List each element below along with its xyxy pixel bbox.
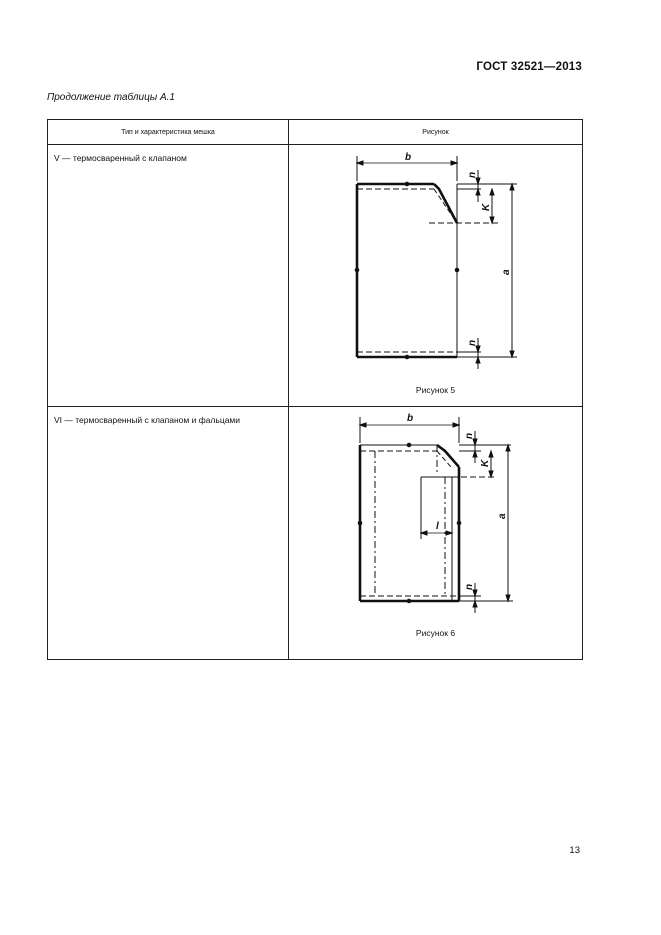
table-row <box>48 145 583 407</box>
figure-caption: Рисунок 5 <box>415 385 456 395</box>
dimension-label-a: a <box>497 513 508 519</box>
dimension-label-a: a <box>501 269 512 275</box>
bag-types-table <box>47 119 583 660</box>
dimension-label-b: b <box>405 152 412 163</box>
bag-drawing-figure-6 <box>289 407 584 659</box>
bag-type-description: V — термосваренный с клапаном <box>54 153 187 163</box>
figure-cell <box>289 407 583 660</box>
column-header-type: Тип и характеристика мешка <box>48 120 289 145</box>
figure-caption: Рисунок 6 <box>415 628 456 638</box>
table-continuation-label: Продолжение таблицы А.1 <box>47 92 175 103</box>
dimension-label-k: K <box>480 459 491 467</box>
figure-cell <box>289 145 583 407</box>
dimension-label-n: n <box>467 339 478 346</box>
dimension-label-k: K <box>481 203 492 211</box>
document-standard-number: ГОСТ 32521—2013 <box>476 61 582 73</box>
column-header-figure: Рисунок <box>289 120 583 145</box>
table-header-row <box>48 120 583 145</box>
dimension-label-b: b <box>407 413 414 424</box>
type-cell <box>48 145 289 407</box>
page-number: 13 <box>569 845 580 856</box>
bag-drawing-figure-5 <box>289 145 584 406</box>
dimension-label-n: n <box>464 432 475 439</box>
dimension-label-n: n <box>464 583 475 590</box>
dimension-label-n: n <box>467 171 478 178</box>
type-cell <box>48 407 289 660</box>
bag-type-description: VI — термосваренный с клапаном и фальцами <box>54 415 241 425</box>
dimension-label-l: l <box>436 521 439 532</box>
table-row <box>48 407 583 660</box>
